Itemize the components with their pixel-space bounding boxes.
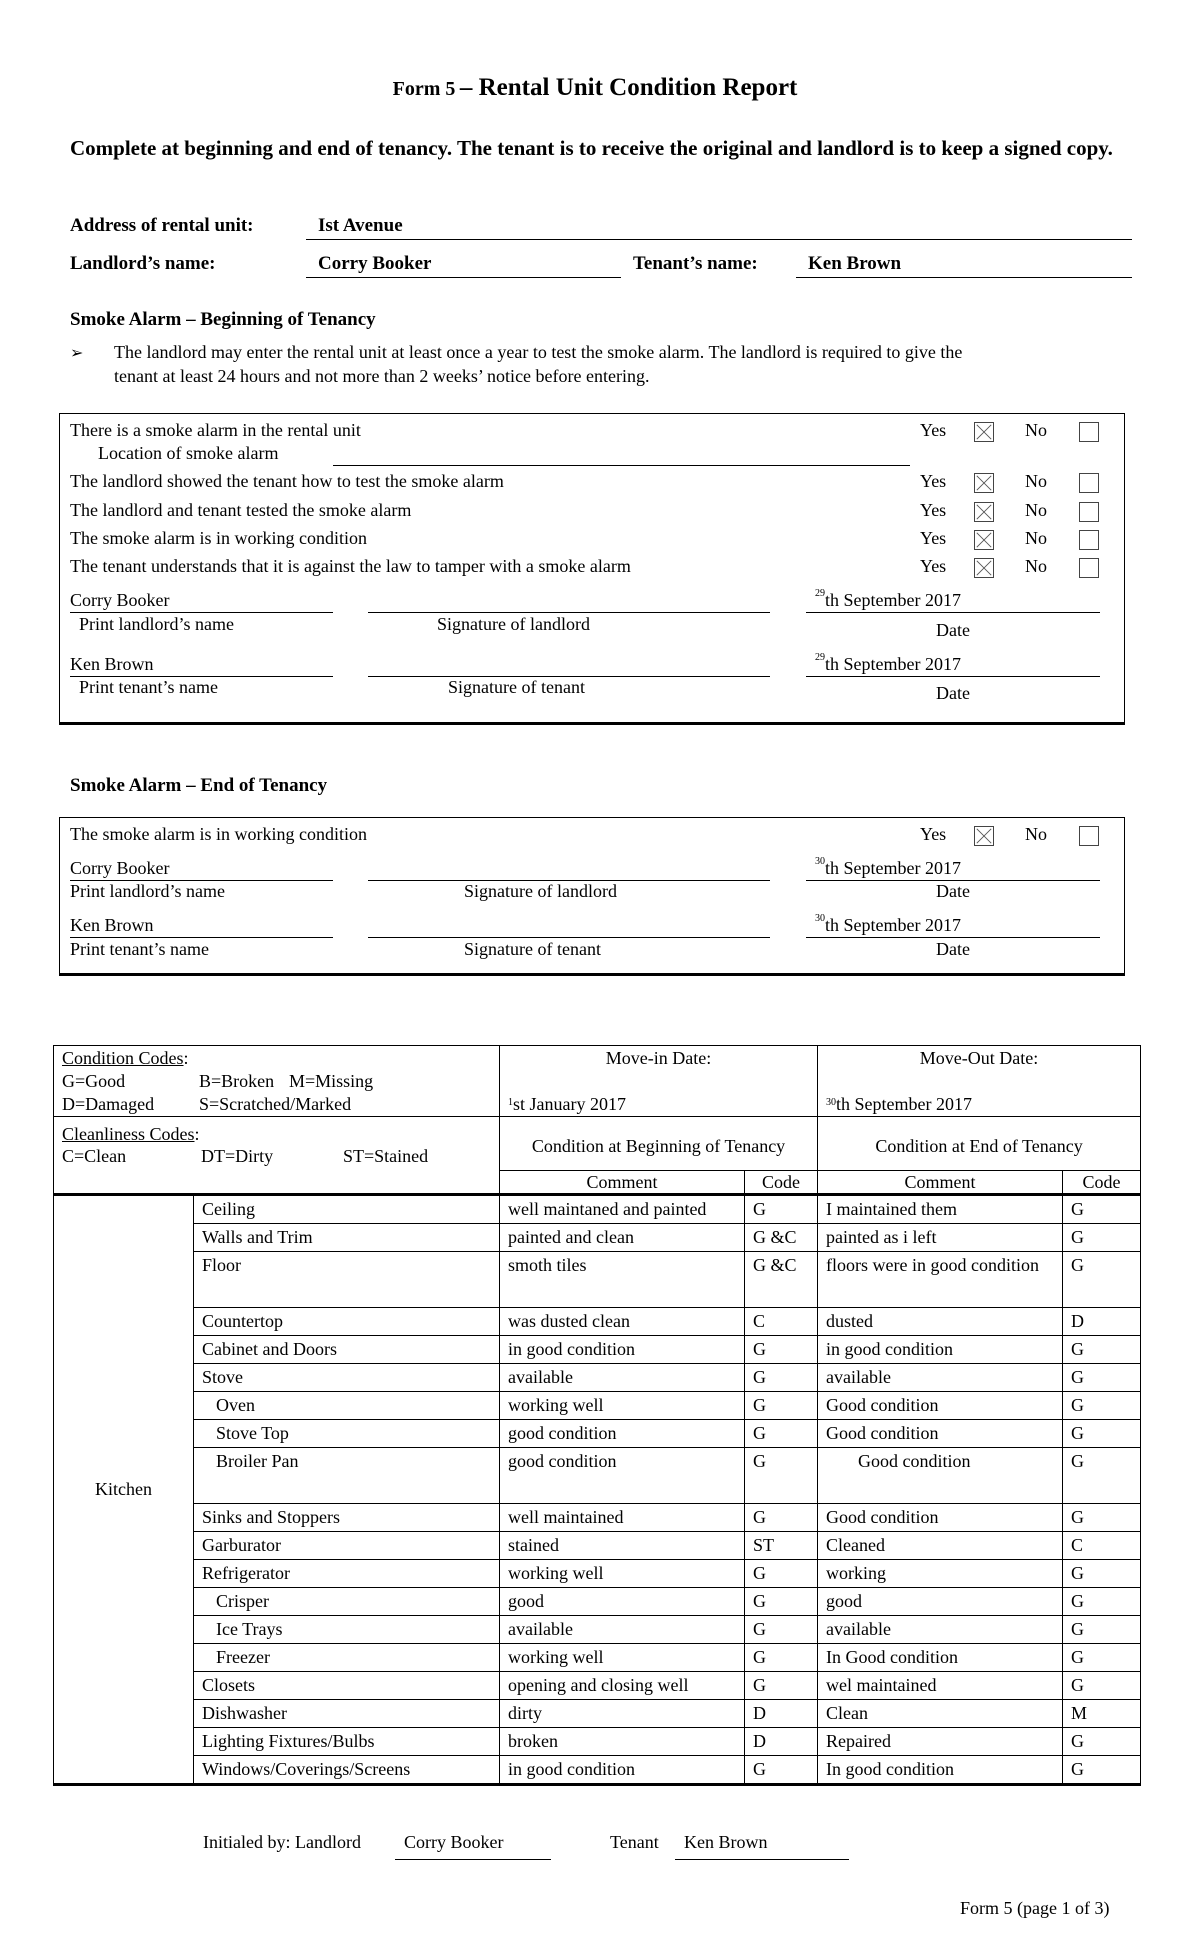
landlord-initial-line [395, 1859, 551, 1860]
no-checkbox[interactable] [1079, 530, 1099, 550]
begin-code[interactable]: D [745, 1728, 818, 1756]
question-text: The smoke alarm is in working condition [70, 528, 367, 548]
begin-comment[interactable]: available [500, 1616, 745, 1644]
end-comment[interactable]: wel maintained [818, 1672, 1063, 1700]
colon: : [183, 1048, 189, 1068]
landlord-initial-value[interactable]: Corry Booker [404, 1832, 504, 1852]
no-label: No [1025, 471, 1047, 491]
begin-code[interactable]: G [745, 1420, 818, 1448]
item-name: Dishwasher [194, 1700, 500, 1728]
instructions: Complete at beginning and end of tenancy. The tenant is to receive the original and landlord is to keep a signed copy. [70, 136, 1113, 160]
end-code[interactable]: G [1063, 1588, 1141, 1616]
end-comment[interactable]: Good condition [818, 1504, 1063, 1532]
table-row [54, 1672, 1141, 1700]
end-code[interactable]: G [1063, 1336, 1141, 1364]
item-name: Lighting Fixtures/Bulbs [194, 1728, 500, 1756]
question-text: The smoke alarm is in working condition [70, 824, 367, 844]
entry-note-line2: tenant at least 24 hours and not more than 2 weeks’ notice before entering. [114, 366, 650, 386]
table-row [54, 1588, 1141, 1616]
end-code[interactable]: G [1063, 1392, 1141, 1420]
begin-comment[interactable]: working well [500, 1644, 745, 1672]
signature-tenant-label: Signature of tenant [464, 939, 601, 959]
question-text: The tenant understands that it is against the law to tamper with a smoke alarm [70, 556, 631, 576]
room-label: Kitchen [54, 1195, 194, 1785]
begin-code[interactable]: G [745, 1644, 818, 1672]
landlord-date-value[interactable] [815, 858, 961, 879]
location-label: Location of smoke alarm [98, 443, 279, 463]
end-comment[interactable]: good [818, 1588, 1063, 1616]
table-row [54, 1560, 1141, 1588]
begin-code[interactable]: G [745, 1560, 818, 1588]
end-code[interactable]: G [1063, 1252, 1141, 1308]
code-clean: C=Clean [62, 1146, 127, 1166]
print-landlord-label: Print landlord’s name [79, 614, 234, 634]
item-name: Countertop [194, 1308, 500, 1336]
landlord-print-name-value[interactable]: Corry Booker [70, 590, 170, 610]
move-out-label: Move-Out Date: [919, 1048, 1039, 1068]
end-comment[interactable]: In good condition [818, 1756, 1063, 1785]
item-name: Ice Trays [194, 1616, 500, 1644]
end-code[interactable]: G [1063, 1504, 1141, 1532]
move-in-label: Move-in Date: [605, 1048, 712, 1068]
begin-code[interactable]: G &C [745, 1224, 818, 1252]
begin-code[interactable]: G [745, 1392, 818, 1420]
end-comment[interactable]: Cleaned [818, 1532, 1063, 1560]
table-row [54, 1448, 1141, 1504]
table-row [54, 1308, 1141, 1336]
signature-landlord-label: Signature of landlord [437, 614, 590, 634]
address-value[interactable]: Ist Avenue [318, 215, 403, 236]
begin-tenancy-header: Condition at Beginning of Tenancy [500, 1117, 818, 1171]
begin-comment[interactable]: working well [500, 1392, 745, 1420]
cleanliness-codes-cell [54, 1117, 500, 1195]
date-superscript: 30 [826, 1097, 837, 1108]
code-dirty: DT=Dirty [201, 1146, 274, 1166]
tenant-initial-line [675, 1859, 849, 1860]
bullet-arrow-icon: ➢ [70, 345, 84, 362]
end-comment[interactable]: Clean [818, 1700, 1063, 1728]
begin-comment[interactable]: good [500, 1588, 745, 1616]
table-row [54, 1224, 1141, 1252]
begin-code[interactable]: G [745, 1195, 818, 1224]
end-code[interactable]: G [1063, 1644, 1141, 1672]
move-out-date-value[interactable] [826, 1093, 1132, 1116]
tenant-date-value[interactable] [815, 915, 961, 936]
date-text: th September 2017 [825, 858, 961, 878]
begin-code[interactable]: G &C [745, 1252, 818, 1308]
move-in-date-value[interactable] [508, 1093, 809, 1116]
end-comment[interactable]: floors were in good condition [818, 1252, 1063, 1308]
landlord-name-value[interactable]: Corry Booker [318, 253, 432, 274]
landlord-name-label: Landlord’s name: [70, 253, 216, 274]
item-name: Ceiling [194, 1195, 500, 1224]
tenant-name-underline [796, 277, 1132, 278]
tenant-print-name-line [70, 937, 333, 938]
date-label: Date [936, 881, 970, 901]
end-code[interactable]: G [1063, 1756, 1141, 1785]
colon: : [194, 1124, 200, 1144]
date-label: Date [936, 620, 970, 640]
tenant-print-name-value[interactable]: Ken Brown [70, 915, 154, 935]
table-row [54, 1756, 1141, 1785]
yes-checkbox[interactable] [974, 826, 994, 846]
landlord-signature-line[interactable] [368, 612, 770, 613]
table-row [54, 1700, 1141, 1728]
no-label: No [1025, 500, 1047, 520]
signature-tenant-label: Signature of tenant [448, 677, 585, 697]
item-name: Closets [194, 1672, 500, 1700]
code-good: G=Good [62, 1071, 126, 1091]
yes-checkbox[interactable] [974, 473, 994, 493]
item-name: Sinks and Stoppers [194, 1504, 500, 1532]
comment-header: Comment [818, 1171, 1063, 1195]
begin-code[interactable]: G [745, 1364, 818, 1392]
landlord-date-line [806, 612, 1100, 613]
begin-comment[interactable]: broken [500, 1728, 745, 1756]
table-row [54, 1644, 1141, 1672]
no-checkbox[interactable] [1079, 502, 1099, 522]
begin-code[interactable]: G [745, 1588, 818, 1616]
begin-comment[interactable]: well maintaned and painted [500, 1195, 745, 1224]
item-name: Broiler Pan [194, 1448, 500, 1504]
end-code[interactable]: G [1063, 1364, 1141, 1392]
end-comment[interactable]: Good condition [818, 1420, 1063, 1448]
tenant-date-value[interactable] [815, 654, 961, 675]
question-text: The landlord and tenant tested the smoke alarm [70, 500, 412, 520]
end-comment[interactable]: working [818, 1560, 1063, 1588]
date-text: th September 2017 [825, 590, 961, 610]
end-comment[interactable]: painted as i left [818, 1224, 1063, 1252]
print-tenant-label: Print tenant’s name [70, 939, 209, 959]
end-code[interactable]: G [1063, 1420, 1141, 1448]
print-landlord-label: Print landlord’s name [70, 881, 225, 901]
end-code[interactable]: D [1063, 1308, 1141, 1336]
end-comment[interactable]: dusted [818, 1308, 1063, 1336]
end-code[interactable]: G [1063, 1672, 1141, 1700]
no-label: No [1025, 556, 1047, 576]
print-tenant-label: Print tenant’s name [79, 677, 218, 697]
question-text: The landlord showed the tenant how to test the smoke alarm [70, 471, 504, 491]
table-row [54, 1504, 1141, 1532]
end-comment[interactable]: Repaired [818, 1728, 1063, 1756]
end-tenancy-header: Condition at End of Tenancy [818, 1117, 1141, 1171]
end-comment[interactable]: in good condition [818, 1336, 1063, 1364]
table-row [54, 1195, 1141, 1224]
no-label: No [1025, 420, 1047, 440]
end-comment[interactable]: I maintained them [818, 1195, 1063, 1224]
item-name: Garburator [194, 1532, 500, 1560]
table-row [54, 1336, 1141, 1364]
end-comment[interactable]: Good condition [818, 1392, 1063, 1420]
table-row [54, 1252, 1141, 1308]
table-row [54, 1532, 1141, 1560]
code-missing: M=Missing [289, 1071, 374, 1091]
tenant-signature-line[interactable] [368, 937, 770, 938]
begin-comment[interactable]: good condition [500, 1448, 745, 1504]
begin-code[interactable]: G [745, 1616, 818, 1644]
landlord-print-name-value[interactable]: Corry Booker [70, 858, 170, 878]
end-comment[interactable]: In Good condition [818, 1644, 1063, 1672]
item-name: Stove Top [194, 1420, 500, 1448]
yes-checkbox[interactable] [974, 422, 994, 442]
yes-label: Yes [920, 824, 947, 844]
end-code[interactable]: C [1063, 1532, 1141, 1560]
code-damaged: D=Damaged [62, 1094, 155, 1114]
date-superscript: 1 [508, 1097, 513, 1108]
code-scratched: S=Scratched/Marked [199, 1094, 352, 1114]
item-name: Stove [194, 1364, 500, 1392]
end-code[interactable]: M [1063, 1700, 1141, 1728]
tenant-initial-value[interactable]: Ken Brown [684, 1832, 768, 1852]
no-checkbox[interactable] [1079, 422, 1099, 442]
date-label: Date [936, 683, 970, 703]
begin-comment[interactable]: working well [500, 1560, 745, 1588]
no-label: No [1025, 824, 1047, 844]
yes-label: Yes [920, 528, 947, 548]
item-name: Refrigerator [194, 1560, 500, 1588]
begin-code[interactable]: ST [745, 1532, 818, 1560]
tenant-date-line [806, 676, 1100, 677]
date-superscript: 29 [815, 588, 825, 599]
begin-comment[interactable]: in good condition [500, 1756, 745, 1785]
begin-comment[interactable]: well maintained [500, 1504, 745, 1532]
begin-comment[interactable]: was dusted clean [500, 1308, 745, 1336]
landlord-name-underline [306, 277, 621, 278]
page-number: Form 5 (page 1 of 3) [960, 1898, 1110, 1918]
address-label: Address of rental unit: [70, 215, 254, 236]
begin-comment[interactable]: smoth tiles [500, 1252, 745, 1308]
item-name: Floor [194, 1252, 500, 1308]
address-underline [306, 239, 1132, 240]
begin-comment[interactable]: opening and closing well [500, 1672, 745, 1700]
end-code[interactable]: G [1063, 1560, 1141, 1588]
end-code[interactable]: G [1063, 1195, 1141, 1224]
entry-note-line1: The landlord may enter the rental unit at least once a year to test the smoke alarm. The landlord is required to give the [114, 342, 963, 362]
form-title-text: – Rental Unit Condition Report [459, 74, 798, 101]
end-comment[interactable]: available [818, 1364, 1063, 1392]
table-row [54, 1616, 1141, 1644]
landlord-date-value[interactable] [815, 590, 961, 611]
yes-label: Yes [920, 556, 947, 576]
form-title [0, 74, 1190, 102]
yes-label: Yes [920, 471, 947, 491]
item-name: Oven [194, 1392, 500, 1420]
code-header: Code [1063, 1171, 1141, 1195]
date-text: th September 2017 [825, 654, 961, 674]
table-row [54, 1420, 1141, 1448]
begin-comment[interactable]: stained [500, 1532, 745, 1560]
initialed-by-label: Initialed by: Landlord [203, 1832, 361, 1852]
yes-checkbox[interactable] [974, 502, 994, 522]
begin-comment[interactable]: painted and clean [500, 1224, 745, 1252]
tenant-name-value[interactable]: Ken Brown [808, 253, 902, 274]
end-code[interactable]: G [1063, 1448, 1141, 1504]
location-field[interactable] [333, 465, 910, 466]
date-superscript: 29 [815, 652, 825, 663]
yes-checkbox[interactable] [974, 558, 994, 578]
tenant-date-line [806, 937, 1100, 938]
code-header: Code [745, 1171, 818, 1195]
condition-codes-cell [54, 1046, 500, 1117]
item-name: Cabinet and Doors [194, 1336, 500, 1364]
landlord-print-name-line [70, 612, 333, 613]
condition-table [53, 1045, 1141, 1786]
smoke-end-heading: Smoke Alarm – End of Tenancy [70, 775, 328, 796]
end-code[interactable]: G [1063, 1224, 1141, 1252]
begin-code[interactable]: C [745, 1308, 818, 1336]
begin-code[interactable]: G [745, 1336, 818, 1364]
tenant-initial-label: Tenant [610, 1832, 659, 1852]
condition-codes-title: Condition Codes [62, 1048, 184, 1068]
begin-code[interactable]: G [745, 1504, 818, 1532]
cleanliness-codes-title: Cleanliness Codes [62, 1124, 195, 1144]
no-checkbox[interactable] [1079, 826, 1099, 846]
no-checkbox[interactable] [1079, 558, 1099, 578]
move-in-date-cell [500, 1046, 818, 1117]
date-text: th September 2017 [825, 915, 961, 935]
item-name: Freezer [194, 1644, 500, 1672]
form-prefix: Form 5 [392, 78, 456, 100]
tenant-name-label: Tenant’s name: [633, 253, 758, 274]
date-superscript: 30 [815, 856, 825, 867]
signature-landlord-label: Signature of landlord [464, 881, 617, 901]
item-name: Walls and Trim [194, 1224, 500, 1252]
begin-comment[interactable]: good condition [500, 1420, 745, 1448]
begin-comment[interactable]: in good condition [500, 1336, 745, 1364]
end-code[interactable]: G [1063, 1616, 1141, 1644]
end-code[interactable]: G [1063, 1728, 1141, 1756]
date-text: st January 2017 [513, 1094, 626, 1114]
date-text: th September 2017 [836, 1094, 972, 1114]
yes-label: Yes [920, 500, 947, 520]
date-superscript: 30 [815, 913, 825, 924]
yes-label: Yes [920, 420, 947, 440]
table-row [54, 1364, 1141, 1392]
end-comment[interactable]: Good condition [818, 1448, 1063, 1504]
no-label: No [1025, 528, 1047, 548]
item-name: Windows/Coverings/Screens [194, 1756, 500, 1785]
date-label: Date [936, 939, 970, 959]
table-row [54, 1392, 1141, 1420]
table-row [54, 1728, 1141, 1756]
smoke-begin-heading: Smoke Alarm – Beginning of Tenancy [70, 309, 376, 330]
yes-checkbox[interactable] [974, 530, 994, 550]
move-out-date-cell [818, 1046, 1141, 1117]
begin-comment[interactable]: available [500, 1364, 745, 1392]
no-checkbox[interactable] [1079, 473, 1099, 493]
comment-header: Comment [500, 1171, 745, 1195]
question-text: There is a smoke alarm in the rental unit [70, 420, 361, 440]
begin-code[interactable]: G [745, 1448, 818, 1504]
begin-code[interactable]: G [745, 1756, 818, 1785]
code-stained: ST=Stained [343, 1146, 429, 1166]
code-broken: B=Broken [199, 1071, 275, 1091]
end-comment[interactable]: available [818, 1616, 1063, 1644]
begin-code[interactable]: G [745, 1672, 818, 1700]
begin-comment[interactable]: dirty [500, 1700, 745, 1728]
item-name: Crisper [194, 1588, 500, 1616]
tenant-print-name-value[interactable]: Ken Brown [70, 654, 154, 674]
begin-code[interactable]: D [745, 1700, 818, 1728]
